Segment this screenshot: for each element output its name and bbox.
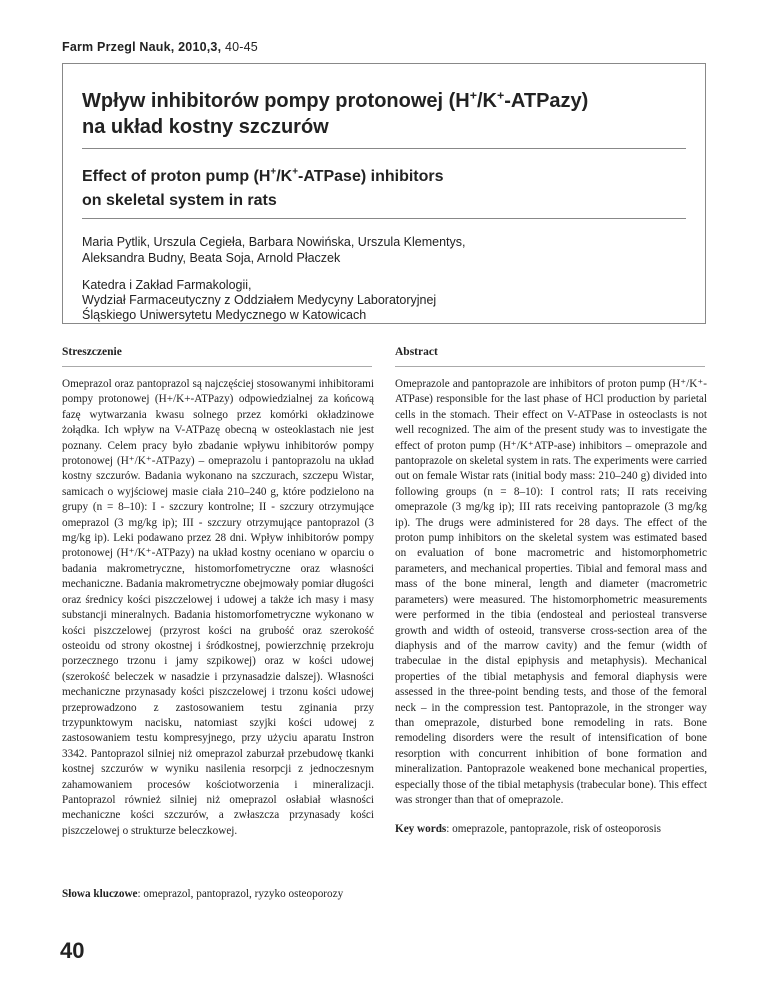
authors [82, 234, 692, 266]
keywords-pl [62, 887, 374, 902]
keywords-pl-label: Słowa kluczowe [62, 888, 138, 900]
abstract-en-body [395, 377, 707, 838]
affiliation [82, 278, 692, 323]
title-en-part: -ATPase) inhibitors [298, 168, 444, 185]
abstract-en-rule [395, 366, 705, 367]
journal-citation [62, 40, 258, 54]
keywords-en-text: : omeprazole, pantoprazole, risk of osteoporosis [446, 823, 661, 836]
abstract-pl-heading: Streszczenie [62, 346, 122, 358]
abstract-pl-rule [62, 366, 372, 367]
title-pl-line2: na układ kostny szczurów [82, 116, 329, 138]
authors-divider [82, 218, 686, 219]
title-divider [82, 148, 686, 149]
page-number: 40 [60, 938, 85, 963]
authors-line: Maria Pytlik, Urszula Cegieła, Barbara Nowińska, Urszula Klementys, [82, 235, 466, 249]
title-pl-part: -ATPazy) [504, 90, 589, 112]
abstract-pl-body [62, 377, 374, 839]
title-en-part: Effect of proton pump (H [82, 168, 271, 185]
abstract-en-text: Omeprazole and pantoprazole are inhibitors of proton pump (H⁺/K⁺-ATPase) responsible for the last phase of HCl production by parietal cells in the stomach. Their effect on V-ATPase in osteoclasts is not well recognized. The aim of the present study was to investigate the effect of proton pump (H⁺/K⁺ATP-ase) inhibitors – omeprazole and pantoprazole on skeletal system in rats. The experiments were carried out on female Wistar rats (initial body mass: 210–240 g) divided into following groups (n = 8–10): I control rats; II rats receiving omeprazole (3 mg/kg ip); III rats receiving pantoprazole (3 mg/kg ip). The drugs were administered for 28 days. The effect of the proton pump inhibitors on the skeletal system was estimated based on evaluation of bone macrometric and histomorphometric parameters, and mechanical properties. Tibial and femoral mass and mass of the bone mineral, length and diameter (macrometric parameters) were measured. The histomorphometric measurements were performed in the tibia (endosteal and periosteal transverse growth and width of osteoid, transverse cross-section area of the diaphysis and of the marrow cavity) and the femur (width of trabeculae in the distal epiphysis and metaphysis). Mechanical properties of the tibial metaphysis and femoral diaphysis were assessed in the three-point bending tests, and those of the femoral neck – in the compression test. Pantoprazole, in the stronger way than omeprazole, disturbed bone remodeling in rats. Bone remodeling disorders were the result of intensification of bone resorption with concurrent inhibition of bone formation and mineralization. Pantoprazole weakened bone mechanical properties, especially those of the tibial metaphysis (trabecular bone). This effect was stronger than that of omeprazole. [395, 378, 707, 806]
title-pl-part: Wpływ inhibitorów pompy protonowej (H [82, 90, 470, 112]
title-en-part: /K [276, 168, 293, 185]
title-en-sup: + [292, 166, 299, 178]
abstract-en-heading: Abstract [395, 346, 438, 358]
title-en-line2: on skeletal system in rats [82, 192, 277, 209]
journal-pages: 40-45 [224, 40, 258, 54]
title-pl-sup: + [469, 88, 477, 103]
title-pl-sup: + [496, 88, 505, 103]
keywords-en [395, 822, 707, 837]
affiliation-line: Katedra i Zakład Farmakologii, [82, 278, 252, 292]
keywords-en-label: Key words [395, 823, 447, 836]
title-en-sup: + [270, 166, 277, 178]
journal-name: Farm Przegl Nauk, 2010,3, [62, 40, 222, 54]
keywords-pl-text: : omeprazol, pantoprazol, ryzyko osteoporozy [137, 888, 344, 900]
affiliation-line: Śląskiego Uniwersytetu Medycznego w Katowicach [82, 308, 367, 322]
authors-line: Aleksandra Budny, Beata Soja, Arnold Płaczek [82, 251, 341, 265]
affiliation-line: Wydział Farmaceutyczny z Oddziałem Medycyny Laboratoryjnej [82, 293, 437, 307]
title-english [82, 165, 682, 213]
abstract-pl-text: Omeprazol oraz pantoprazol są najczęściej stosowanymi inhibitorami pompy protonowej (H+/K+-ATPazy) odpowiedzialnej za końcową fazę wytwarzania kwasu solnego przez komórki okładzinowe żołądka. Ich wpływ na V-ATPazę obecną w osteoklastach nie jest poznany. Celem pracy było zbadanie wpływu inhibitorów pompy protonowej (H⁺/K⁺-ATPazy) – omeprazolu i pantoprazolu na układ kostny szczurów. Badania wykonano na szczurach, szczepu Wistar, samicach o wyjściowej masie ciała 210–240 g, które podzielono na grupy (n = 8–10): I - szczury kontrolne; II - szczury otrzymujące omeprazol (3 mg/kg ip); III - szczury otrzymujące pantoprazol (3 mg/kg ip). Leki podawano przez 28 dni. Wpływ inhibitorów pompy protonowej (H⁺/K⁺-ATPazy) na układ kostny oceniano w oparciu o badania makrometryczne, histomorfometryczne oraz własności mechaniczne. Badania makrometryczne obejmowały pomiar długości oraz średnicy kości piszczelowej i udowej a także ich masy i masy substancji mineralnych. Badania histomorfometryczne wykonano w kości piszczelowej (przyrost kości na grubość oraz szerokość osteoidu od strony okostnej i śródkostnej, powierzchnię przekroju porzecznego trzonu i jamy szpikowej) oraz w kości udowej (szerokość beleczek w nasadzie i przynasadzie dalszej). Własności mechaniczne przynasady kości piszczelowej i trzonu kości udowej przeprowadzono z zastosowaniem testu zginania przy trzypunktowym nacisku, natomiast szyjki kości udowej z zastosowaniem testu kompresyjnego, przy użyciu aparatu Instron 3342. Pantoprazol silniej niż omeprazol zaburzał przebudowę tkanki kostnej szczurów w wyniku nasilenia resorpcji z jednoczesnym zahamowaniem procesów kościotworzenia i mineralizacji. Pantoprazol również silniej niż omeprazol osłabiał własności mechaniczne kości szczurów, a zwłaszcza przynasady kości piszczelowej o strukturze beleczkowej. [62, 378, 374, 837]
title-polish [82, 88, 682, 140]
title-pl-part: /K [476, 90, 497, 112]
